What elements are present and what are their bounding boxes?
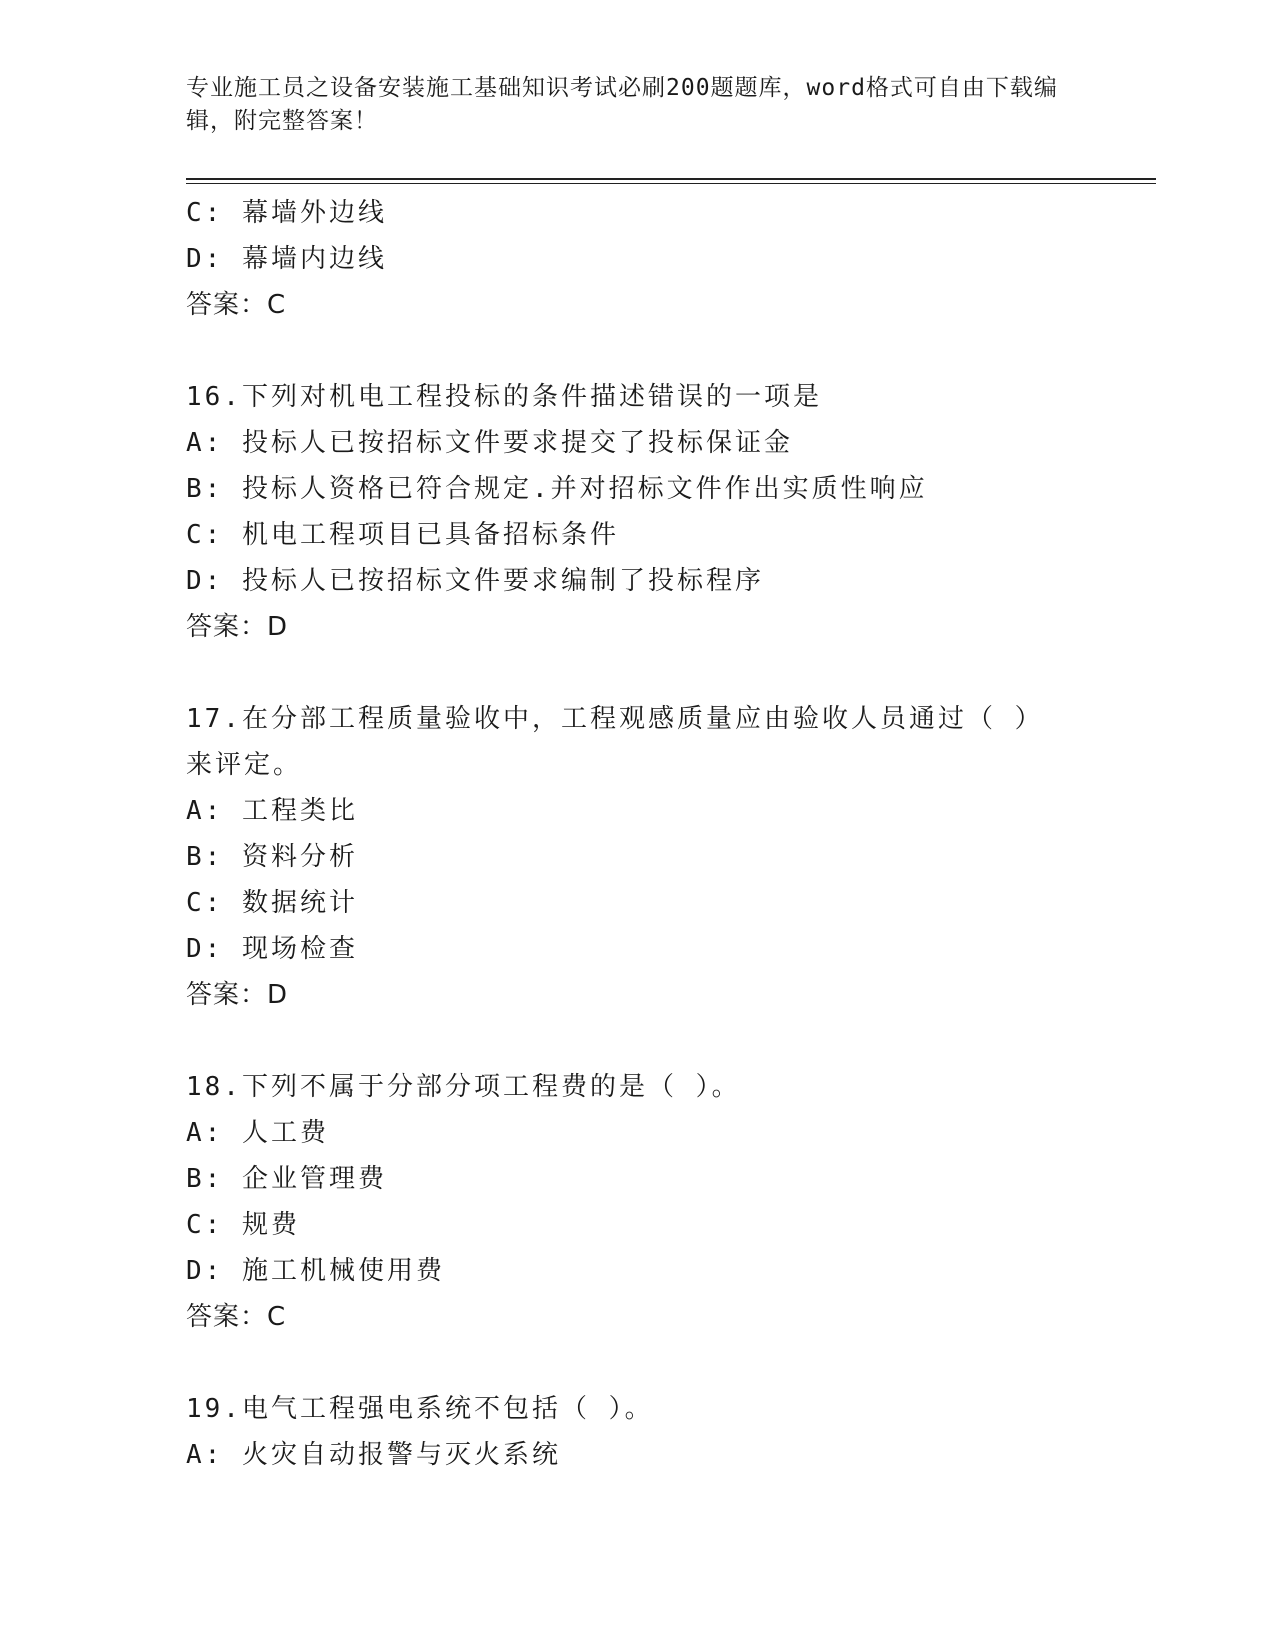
question-stem: 19.电气工程强电系统不包括（ ）。 [186, 1394, 654, 1424]
answer-line: 答案：C [186, 1302, 287, 1332]
option-d: D: 投标人已按招标文件要求编制了投标程序 [186, 566, 764, 596]
option-b: B: 投标人资格已符合规定.并对招标文件作出实质性响应 [186, 474, 928, 504]
question-19 [186, 1386, 1086, 1478]
spacer [186, 1340, 1086, 1386]
option-a: A: 工程类比 [186, 796, 358, 826]
answer-line: 答案：C [186, 290, 287, 320]
option-c: C: 规费 [186, 1210, 300, 1240]
header-rule-thick [186, 178, 1156, 180]
option-a: A: 火灾自动报警与灭火系统 [186, 1440, 561, 1470]
continued-question [186, 190, 1086, 328]
option-d: D: 幕墙内边线 [186, 244, 387, 274]
option-c: C: 幕墙外边线 [186, 198, 387, 228]
question-17 [186, 696, 1086, 1018]
option-d: D: 现场检查 [186, 934, 358, 964]
option-c: C: 机电工程项目已具备招标条件 [186, 520, 619, 550]
answer-line: 答案：D [186, 980, 289, 1010]
question-18 [186, 1064, 1086, 1340]
question-stem: 18.下列不属于分部分项工程费的是（ ）。 [186, 1072, 741, 1102]
question-content [186, 190, 1086, 1478]
option-b: B: 资料分析 [186, 842, 358, 872]
spacer [186, 1018, 1086, 1064]
option-d: D: 施工机械使用费 [186, 1256, 445, 1286]
spacer [186, 328, 1086, 374]
header-title: 专业施工员之设备安装施工基础知识考试必刷200题题库，word格式可自由下载编辑，附完整答案！ [186, 75, 1058, 134]
option-a: A: 投标人已按招标文件要求提交了投标保证金 [186, 428, 793, 458]
question-16 [186, 374, 1086, 650]
answer-line: 答案：D [186, 612, 289, 642]
header-rule-thin [186, 183, 1156, 184]
question-stem: 17.在分部工程质量验收中，工程观感质量应由验收人员通过（ ）来评定。 [186, 704, 1044, 780]
spacer [186, 650, 1086, 696]
page-header [186, 72, 1066, 138]
option-c: C: 数据统计 [186, 888, 358, 918]
question-stem: 16.下列对机电工程投标的条件描述错误的一项是 [186, 382, 822, 412]
option-b: B: 企业管理费 [186, 1164, 387, 1194]
option-a: A: 人工费 [186, 1118, 329, 1148]
